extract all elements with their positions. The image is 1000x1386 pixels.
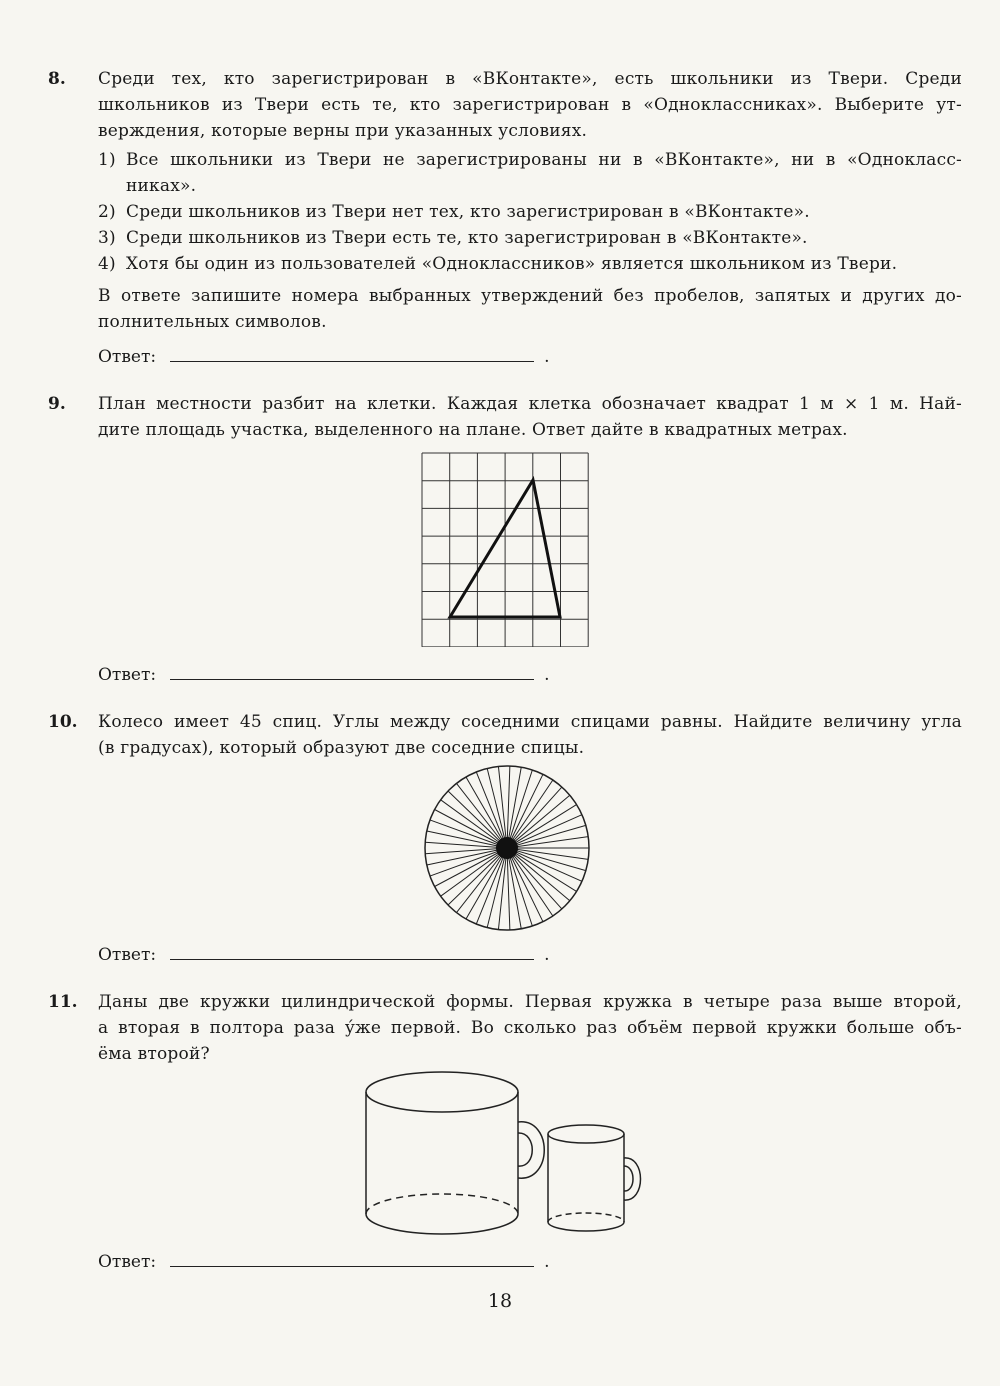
option-3 xyxy=(98,225,962,251)
task-8-options xyxy=(98,147,962,277)
option-text: Все школьники из Твери не зарегистрированы ни в «ВКонтакте», ни в «Однокласс- xyxy=(126,150,962,170)
task-11-number: 11. xyxy=(48,992,78,1012)
answer-field[interactable] xyxy=(170,661,534,680)
task-9-line: дите площадь участка, выделенного на плане. Ответ дайте в квадратных метрах. xyxy=(98,420,848,440)
option-1-continued: никах». xyxy=(126,176,197,196)
task-10-number: 10. xyxy=(48,712,78,732)
task-9-line: План местности разбит на клетки. Каждая клетка обозначает квадрат 1 м × 1 м. Най- xyxy=(98,394,962,414)
task-8-intro-line: школьников из Твери есть те, кто зарегистрирован в «Одноклассниках». Выберите ут- xyxy=(98,95,962,115)
mugs-figure xyxy=(355,1060,655,1240)
option-number: 1) xyxy=(98,150,116,170)
task-8-number: 8. xyxy=(48,69,66,89)
wheel-spoke xyxy=(507,787,562,848)
option-number: 3) xyxy=(98,228,116,248)
option-text: Хотя бы один из пользователей «Одноклассников» является школьником из Твери. xyxy=(126,254,898,274)
task-10-line: (в градусах), который образуют две соседние спицы. xyxy=(98,738,585,758)
task-10-text xyxy=(98,709,962,761)
option-4 xyxy=(98,251,962,277)
task-9-text xyxy=(98,391,962,443)
wheel-spoke xyxy=(507,848,562,909)
wheel-figure xyxy=(422,763,592,933)
wheel-spoke xyxy=(448,791,507,848)
task-8-intro xyxy=(98,66,962,144)
option-text: Среди школьников из Твери нет тех, кто зарегистрирован в «ВКонтакте». xyxy=(126,202,810,222)
task-11-line: Даны две кружки цилиндрической формы. Первая кружка в четыре раза выше второй, xyxy=(98,992,962,1012)
answer-field[interactable] xyxy=(170,941,534,960)
wheel-spoke xyxy=(507,770,532,848)
wheel-spoke xyxy=(448,848,507,905)
answer-dot: . xyxy=(544,945,550,965)
option-2 xyxy=(98,199,962,225)
task-8-intro-line: верждения, которые верны при указанных условиях. xyxy=(98,121,588,141)
wheel-spoke xyxy=(507,848,586,871)
answer-dot: . xyxy=(544,1252,550,1272)
task-11-line: ёма второй? xyxy=(98,1044,210,1064)
task-11-answer xyxy=(98,1248,550,1275)
option-text: Среди школьников из Твери есть те, кто зарегистрирован в «ВКонтакте». xyxy=(126,228,808,248)
answer-label: Ответ: xyxy=(98,945,157,965)
task-11-line: а вторая в полтора раза у́же первой. Во сколько раз объём первой кружки больше объ- xyxy=(98,1018,962,1038)
answer-dot: . xyxy=(544,665,550,685)
instruction-line: В ответе запишите номера выбранных утверждений без пробелов, запятых и других до- xyxy=(98,286,962,306)
answer-label: Ответ: xyxy=(98,665,157,685)
answer-label: Ответ: xyxy=(98,347,157,367)
option-1 xyxy=(98,147,962,173)
answer-label: Ответ: xyxy=(98,1252,157,1272)
grid-plan-figure xyxy=(420,451,590,647)
answer-field[interactable] xyxy=(170,1248,534,1267)
instruction-line: полнительных символов. xyxy=(98,312,327,332)
task-10-answer xyxy=(98,941,550,968)
answer-field[interactable] xyxy=(170,343,534,362)
wheel-spoke xyxy=(507,848,532,926)
answer-dot: . xyxy=(544,347,550,367)
page-number: 18 xyxy=(487,1290,513,1312)
option-number: 4) xyxy=(98,254,116,274)
task-10-line: Колесо имеет 45 спиц. Углы между соседними спицами равны. Найдите величину угла xyxy=(98,712,962,732)
wheel-hub xyxy=(496,837,518,859)
wheel-spoke xyxy=(507,825,586,848)
big-mug xyxy=(366,1072,544,1234)
task-11-text xyxy=(98,989,962,1067)
task-8-instruction xyxy=(98,283,962,335)
task-9-number: 9. xyxy=(48,394,66,414)
small-mug xyxy=(548,1125,641,1231)
task-8-answer xyxy=(98,343,550,370)
task-9-answer xyxy=(98,661,550,688)
task-8-intro-line: Среди тех, кто зарегистрирован в «ВКонтакте», есть школьники из Твери. Среди xyxy=(98,69,962,89)
option-number: 2) xyxy=(98,202,116,222)
